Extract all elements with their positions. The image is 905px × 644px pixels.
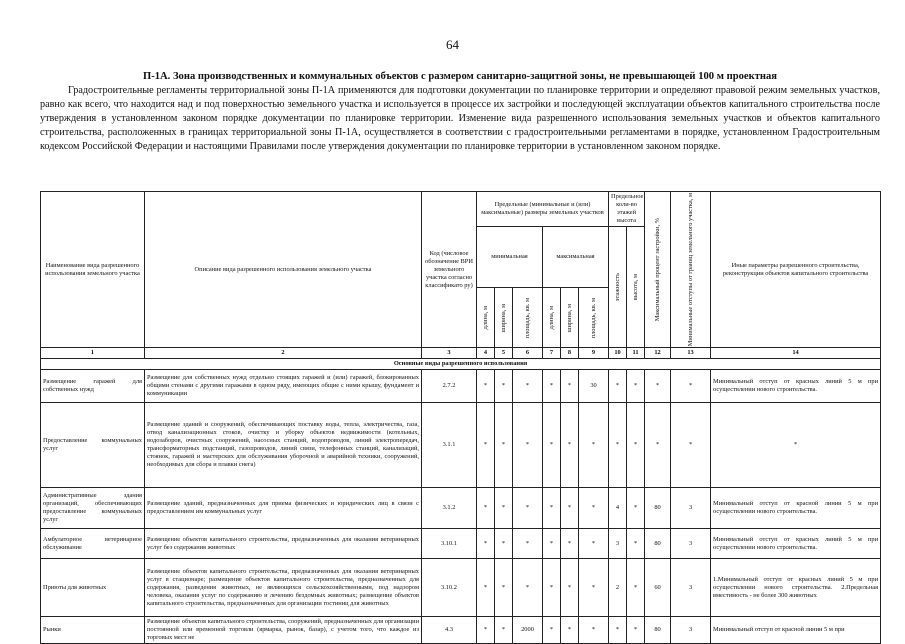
row-parameter-value: * <box>627 488 645 529</box>
intro-paragraph: Градостроительные регламенты территориальной зоны П-1А применяются для подготовки документации по планировке территории и определяют правовой режим земельных участков, равно как всего, что находится над и под поверхностью земельного участка и используется в процессе их застройки и последующей эксплуатации объектов капитального строительства после утверждения в установленном законом порядке документации по планировке территории. Изменение вида разрешенного использования земельных участков и объектов капитального строительства, расположенных в границах территориальной зоны П-1А, осуществляется в соответствии с градостроительными регламентами в порядке, установленном Градостроительным кодексом Российской Федерации и настоящими Правилами после утверждения документации по планировке территории в установленном законом порядке. <box>40 85 880 152</box>
row-use-name: Размещение гаражей для собственных нужд <box>41 370 145 403</box>
header-min-length: длина, м <box>477 288 495 348</box>
row-parameter-value: * <box>627 403 645 488</box>
row-use-code: 2.7.2 <box>422 370 477 403</box>
row-parameter-value: 3 <box>671 559 711 617</box>
row-parameter-value: * <box>513 559 543 617</box>
row-parameter-value: 80 <box>645 488 671 529</box>
row-parameter-value: 3 <box>671 488 711 529</box>
row-parameter-value: 3 <box>671 529 711 559</box>
header-name: Наименование вида разрешенного использования земельного участка <box>41 192 145 348</box>
row-use-code: 3.10.1 <box>422 529 477 559</box>
row-other-params: Минимальный отступ от красных линий 5 м при осуществлении нового строительства. <box>711 370 881 403</box>
header-min: минимальная <box>477 227 543 288</box>
col-number: 7 <box>543 348 561 359</box>
row-use-code: 3.1.2 <box>422 488 477 529</box>
col-number: 8 <box>561 348 579 359</box>
col-number: 14 <box>711 348 881 359</box>
row-parameter-value: * <box>579 529 609 559</box>
regulations-table <box>40 191 881 644</box>
row-parameter-value: * <box>579 617 609 644</box>
header-max-width: ширина, м <box>561 288 579 348</box>
row-parameter-value: * <box>513 488 543 529</box>
row-parameter-value: * <box>495 488 513 529</box>
row-use-description: Размещение объектов капитального строительства, предназначенных для оказания ветеринарных услуг без содержания животных <box>145 529 422 559</box>
col-number: 13 <box>671 348 711 359</box>
table-body <box>41 370 881 644</box>
row-other-params: * <box>711 403 881 488</box>
col-number: 2 <box>145 348 422 359</box>
row-parameter-value: * <box>561 559 579 617</box>
row-parameter-value: 3 <box>609 529 627 559</box>
row-other-params: Минимальный отступ от красной линии 5 м при <box>711 617 881 644</box>
row-parameter-value: * <box>477 370 495 403</box>
header-max: максимальная <box>543 227 609 288</box>
row-use-description: Размещение для собственных нужд отдельно стоящих гаражей и (или) гаражей, блокированных общими стенами с другими гаражами в одном ряду, имеющих общие с ними крышу, фундамент и коммуникации <box>145 370 422 403</box>
col-number: 5 <box>495 348 513 359</box>
row-parameter-value: * <box>543 559 561 617</box>
row-parameter-value: * <box>477 488 495 529</box>
row-use-name: Предоставление коммунальных услуг <box>41 403 145 488</box>
row-use-name: Амбулаторное ветеринарное обслуживание <box>41 529 145 559</box>
col-number: 9 <box>579 348 609 359</box>
table-row <box>41 403 881 488</box>
col-number: 10 <box>609 348 627 359</box>
row-parameter-value: * <box>543 370 561 403</box>
row-parameter-value: * <box>495 617 513 644</box>
row-parameter-value: * <box>627 617 645 644</box>
zone-heading: П-1А. Зона производственных и коммунальных объектов с размером санитарно-защитной зоны, не превышающей 100 м проектная <box>142 71 778 82</box>
row-parameter-value: 80 <box>645 529 671 559</box>
header-min-area: площадь, кв. м <box>513 288 543 348</box>
row-use-code: 4.3 <box>422 617 477 644</box>
row-parameter-value: * <box>579 403 609 488</box>
row-other-params: Минимальный отступ от красной линии 5 м при осуществлении нового строительства. <box>711 488 881 529</box>
row-parameter-value: 2000 <box>513 617 543 644</box>
row-parameter-value: * <box>495 403 513 488</box>
table-row <box>41 559 881 617</box>
row-parameter-value: * <box>645 370 671 403</box>
header-description: Описание вида разрешенного использования земельного участка <box>145 192 422 348</box>
row-other-params: 1.Минимальный отступ от красных линий 5 м при осуществлении нового строительства. 2.Предельная вместимость - не более 300 животных <box>711 559 881 617</box>
row-parameter-value: * <box>477 617 495 644</box>
row-parameter-value: * <box>513 529 543 559</box>
row-use-description: Размещение зданий и сооружений, обеспечивающих поставку воды, тепла, электричества, газа, отвод канализационных стоков, очистку и уборку объектов недвижимости (котельных, водозаборов, очистных сооружений, насосных станций, водопроводов, линий электропередач, трансформаторных подстанций, газопроводов, линий связи, телефонных станций, канализаций, стоянок, гаражей и мастерских для обслуживания уборочной и аварийной техники, сооружений, необходимых для сбора и плавки снега) <box>145 403 422 488</box>
row-parameter-value: 3 <box>671 617 711 644</box>
row-parameter-value: * <box>627 529 645 559</box>
header-max-length: длина, м <box>543 288 561 348</box>
row-parameter-value: * <box>579 488 609 529</box>
header-build-percent: Максимальный процент застройки, % <box>645 192 671 348</box>
col-number: 4 <box>477 348 495 359</box>
page-number: 64 <box>446 37 459 52</box>
row-parameter-value: * <box>561 370 579 403</box>
row-parameter-value: 2 <box>609 559 627 617</box>
row-parameter-value: * <box>609 617 627 644</box>
row-use-name: Рынки <box>41 617 145 644</box>
col-number: 3 <box>422 348 477 359</box>
header-height: высота, м <box>627 227 645 348</box>
row-use-code: 3.1.1 <box>422 403 477 488</box>
table-row <box>41 488 881 529</box>
header-setback: Минимальные отступы от границ земельного участка, м <box>671 192 711 348</box>
header-max-area: площадь, кв. м <box>579 288 609 348</box>
header-code: Код (числовое обозначение ВРИ земельного участка согласно классификато ру) <box>422 192 477 348</box>
row-use-name: Административные здания организаций, обеспечивающих предоставление коммунальных услуг <box>41 488 145 529</box>
row-parameter-value: * <box>561 488 579 529</box>
row-parameter-value: * <box>543 617 561 644</box>
header-sizes-group: Предельные (минимальные и (или) максимальные) размеры земельных участков <box>477 192 609 227</box>
row-use-code: 3.10.2 <box>422 559 477 617</box>
row-parameter-value: * <box>579 559 609 617</box>
row-parameter-value: * <box>645 403 671 488</box>
row-parameter-value: 60 <box>645 559 671 617</box>
row-parameter-value: * <box>671 403 711 488</box>
row-parameter-value: * <box>561 617 579 644</box>
header-other-params: Иные параметры разрешенного строительства, реконструкции объектов капитального строительства <box>711 192 881 348</box>
row-parameter-value: * <box>609 403 627 488</box>
section-title: Основные виды разрешенного использования <box>41 359 881 370</box>
row-parameter-value: * <box>561 529 579 559</box>
row-parameter-value: * <box>477 403 495 488</box>
row-parameter-value: * <box>513 403 543 488</box>
row-parameter-value: * <box>627 559 645 617</box>
col-number: 11 <box>627 348 645 359</box>
header-floors: этажность <box>609 227 627 348</box>
col-number: 6 <box>513 348 543 359</box>
row-parameter-value: * <box>495 529 513 559</box>
row-parameter-value: * <box>671 370 711 403</box>
col-number: 12 <box>645 348 671 359</box>
row-parameter-value: * <box>513 370 543 403</box>
col-number: 1 <box>41 348 145 359</box>
row-parameter-value: 4 <box>609 488 627 529</box>
row-parameter-value: 30 <box>579 370 609 403</box>
row-parameter-value: * <box>543 488 561 529</box>
table-row <box>41 370 881 403</box>
row-use-name: Приюты для животных <box>41 559 145 617</box>
row-parameter-value: * <box>495 559 513 617</box>
table-row <box>41 529 881 559</box>
row-parameter-value: * <box>561 403 579 488</box>
row-use-description: Размещение объектов капитального строительства, сооружений, предназначенных для организации постоянной или временной торговли (ярмарка, рынок, базар), с учетом того, что каждое из торговых мест не <box>145 617 422 644</box>
row-parameter-value: * <box>609 370 627 403</box>
row-use-description: Размещение объектов капитального строительства, предназначенных для оказания ветеринарных услуг в стационаре; размещение объектов капитального строительства, предназначенных для содержания, разведения животных, не являющихся сельскохозяйственными, под надзором человека, оказания услуг по содержанию и лечению бездомных животных; размещение объектов капитального строительства, предназначенных для организации гостиниц для животных <box>145 559 422 617</box>
row-use-description: Размещение зданий, предназначенных для приема физических и юридических лиц в связи с предоставлением им коммунальных услуг <box>145 488 422 529</box>
header-height-group: Предельное коли-во этажей высота <box>609 192 645 227</box>
row-parameter-value: * <box>627 370 645 403</box>
row-parameter-value: * <box>477 529 495 559</box>
row-parameter-value: * <box>477 559 495 617</box>
header-min-width: ширина, м <box>495 288 513 348</box>
row-parameter-value: * <box>543 529 561 559</box>
row-parameter-value: * <box>495 370 513 403</box>
row-parameter-value: 80 <box>645 617 671 644</box>
row-parameter-value: * <box>543 403 561 488</box>
row-other-params: Минимальный отступ от красных линий 5 м при осуществлении нового строительства. <box>711 529 881 559</box>
